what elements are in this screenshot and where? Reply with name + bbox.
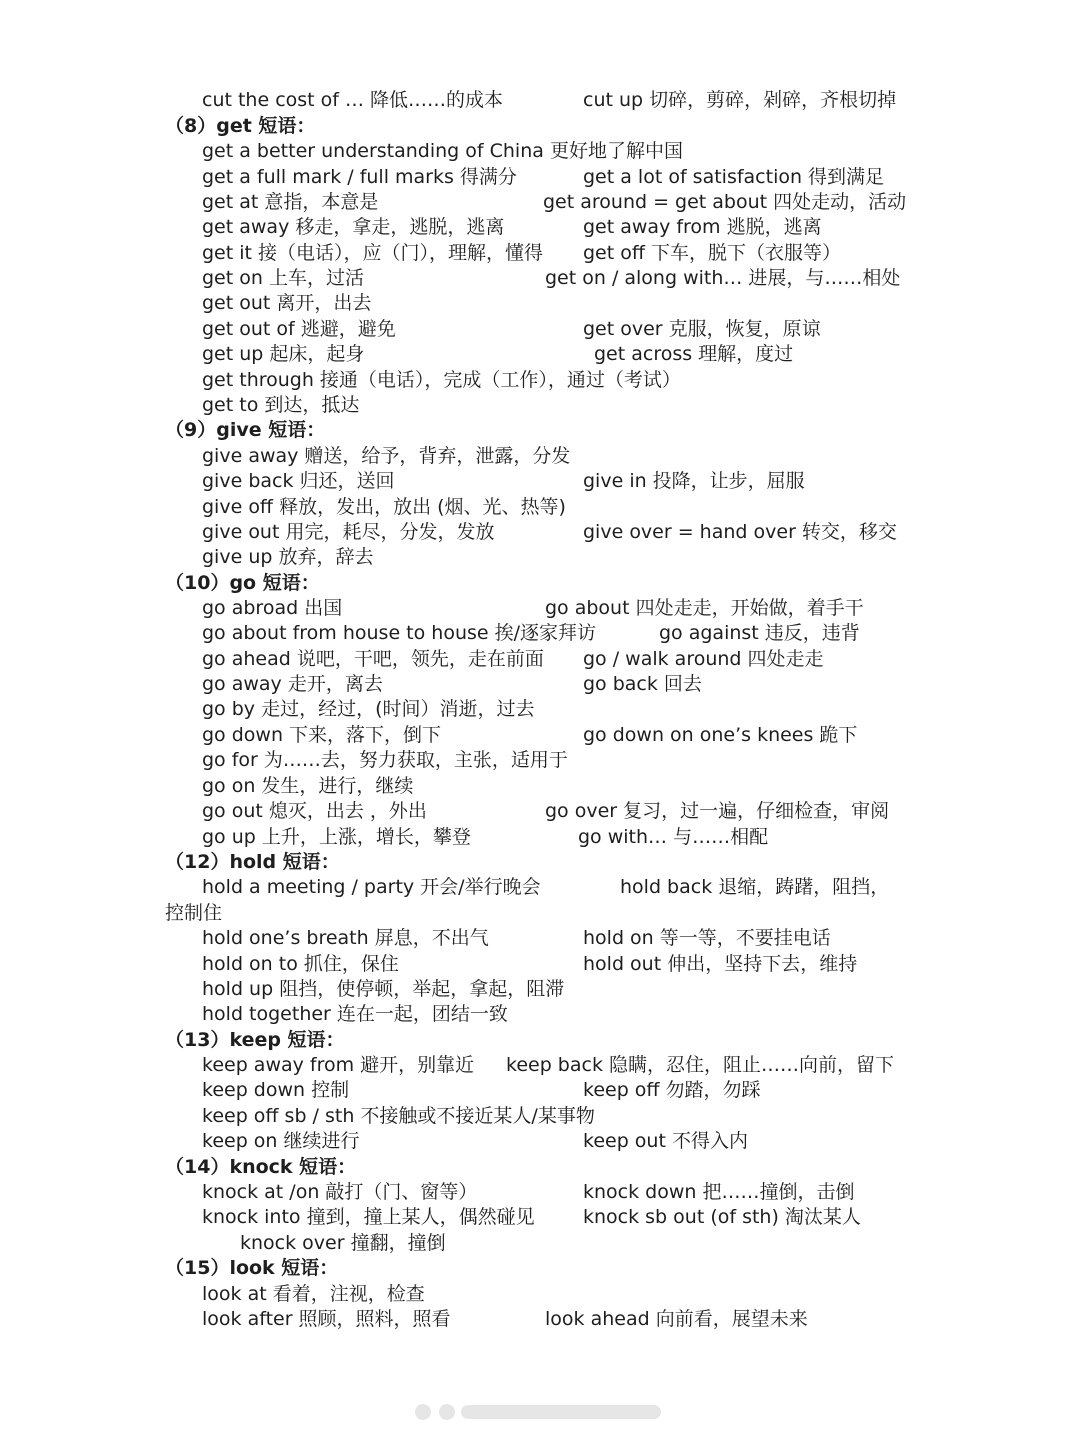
phrase-row [0,139,1080,164]
phrase-row [0,1078,1080,1103]
phrase-right: get across 理解，度过 [594,343,794,365]
phrase-left: get a full mark / full marks 得满分 [202,166,517,188]
phrase-right: go against 违反，违背 [659,622,860,644]
phrase-left: knock over 撞翻，撞倒 [240,1232,446,1254]
phrase-right: go about 四处走走，开始做，着手干 [545,597,864,619]
phrase-row [0,266,1080,291]
phrase-left: get out of 逃避，避免 [202,318,396,340]
phrase-left: go about from house to house 挨/逐家拜访 [202,622,597,644]
phrase-right: get on / along with… 进展，与……相处 [545,267,901,289]
section-heading-text: （10）go 短语： [165,572,320,594]
phrase-row [0,647,1080,672]
phrase-row [0,723,1080,748]
phrase-row [0,596,1080,621]
section-heading [0,1028,1080,1053]
section-heading [0,850,1080,875]
phrase-left: go down 下来，落下，倒下 [202,724,442,746]
phrase-row [0,774,1080,799]
phrase-row [0,799,1080,824]
phrase-left: give back 归还，送回 [202,470,395,492]
phrase-left: go ahead 说吧，干吧，领先，走在前面 [202,648,544,670]
section-heading [0,418,1080,443]
phrase-left: go on 发生，进行，继续 [202,775,414,797]
phrase-right: knock sb out (of sth) 淘汰某人 [583,1206,861,1228]
section-heading [0,1155,1080,1180]
phrase-row [0,1053,1080,1078]
section-heading [0,571,1080,596]
phrase-row [0,444,1080,469]
phrase-row [0,1129,1080,1154]
phrase-right: keep back 隐瞒，忍住，阻止……向前，留下 [506,1054,894,1076]
phrase-right: cut up 切碎，剪碎，剁碎，齐根切掉 [583,89,897,111]
phrase-left: hold a meeting / party 开会/举行晚会 [202,876,541,898]
phrase-left: get away 移走，拿走，逃脱，逃离 [202,216,505,238]
phrase-row [0,952,1080,977]
phrase-left: give off 释放，发出，放出 (烟、光、热等) [202,496,566,518]
phrase-row [0,495,1080,520]
phrase-left: get up 起床，起身 [202,343,365,365]
phrase-left: go away 走开，离去 [202,673,383,695]
phrase-row [0,393,1080,418]
section-heading-text: （12）hold 短语： [165,851,340,873]
phrase-left: give out 用完，耗尽，分发，发放 [202,521,495,543]
phrase-right: look ahead 向前看，展望未来 [545,1308,808,1330]
phrase-row [0,1282,1080,1307]
phrase-left: hold together 连在一起，团结一致 [202,1003,508,1025]
phrase-row [0,672,1080,697]
phrase-right: knock down 把……撞倒，击倒 [583,1181,855,1203]
phrase-row [0,368,1080,393]
phrase-left: get through 接通（电话），完成（工作），通过（考试） [202,369,681,391]
phrase-right: hold back 退缩，踌躇，阻挡， [620,876,890,898]
phrase-right: go down on one’s knees 跪下 [583,724,858,746]
phrase-left: hold one’s breath 屏息，不出气 [202,927,489,949]
phrase-row [0,165,1080,190]
section-heading [0,114,1080,139]
phrase-left: go out 熄灭，出去 ，外出 [202,800,427,822]
phrase-left: look after 照顾，照料，照看 [202,1308,451,1330]
phrase-row [0,215,1080,240]
section-heading-text: （8）get 短语： [165,115,316,137]
phrase-left: get out 离开，出去 [202,292,372,314]
phrase-row [0,1307,1080,1332]
watermark-blur [413,1402,673,1422]
phrase-left: 控制住 [165,902,223,924]
section-heading-text: （13）keep 短语： [165,1029,345,1051]
phrase-right: give in 投降，让步，屈服 [583,470,805,492]
phrase-row [0,1180,1080,1205]
phrase-right: give over = hand over 转交，移交 [583,521,897,543]
phrase-row [0,621,1080,646]
phrase-row [0,825,1080,850]
phrase-right: hold out 伸出，坚持下去，维持 [583,953,858,975]
section-heading-text: （15）look 短语： [165,1257,339,1279]
phrase-row [0,926,1080,951]
phrase-row [0,977,1080,1002]
phrase-right: get a lot of satisfaction 得到满足 [583,166,885,188]
section-heading-text: （14）knock 短语： [165,1156,357,1178]
phrase-right: keep out 不得入内 [583,1130,748,1152]
phrase-row [0,1002,1080,1027]
phrase-left: hold on to 抓住，保住 [202,953,399,975]
phrase-left: hold up 阻挡，使停顿，举起，拿起，阻滞 [202,978,565,1000]
phrase-row [0,1104,1080,1129]
phrase-right: go with… 与……相配 [578,826,769,848]
phrase-left: knock at /on 敲打（门、窗等） [202,1181,478,1203]
phrase-left: keep off sb / sth 不接触或不接近某人/某事物 [202,1105,595,1127]
phrase-left: cut the cost of … 降低……的成本 [202,89,504,111]
phrase-left: get to 到达，抵达 [202,394,360,416]
phrase-left: knock into 撞到，撞上某人，偶然碰见 [202,1206,535,1228]
phrase-right: get away from 逃脱，逃离 [583,216,822,238]
phrase-right: get over 克服，恢复，原谅 [583,318,821,340]
phrase-row [0,317,1080,342]
phrase-row [0,1205,1080,1230]
phrase-row [0,88,1080,113]
phrase-row [0,469,1080,494]
section-heading-text: （9）give 短语： [165,419,326,441]
phrase-left: keep down 控制 [202,1079,350,1101]
section-heading [0,1256,1080,1281]
phrase-right: hold on 等一等，不要挂电话 [583,927,831,949]
phrase-left: get at 意指，本意是 [202,191,379,213]
phrase-row [0,875,1080,900]
phrase-left: keep on 继续进行 [202,1130,360,1152]
phrase-row [0,190,1080,215]
phrase-right: get off 下车，脱下（衣服等） [583,242,841,264]
phrase-row [0,545,1080,570]
phrase-left: get it 接（电话），应（门），理解，懂得 [202,242,544,264]
phrase-left: give away 赠送，给予，背弃，泄露，分发 [202,445,571,467]
phrase-row [0,291,1080,316]
phrase-left: go for 为……去，努力获取，主张，适用于 [202,749,568,771]
phrase-row [0,1231,1080,1256]
phrase-right: go over 复习，过一遍，仔细检查，审阅 [545,800,890,822]
phrase-left: go by 走过，经过，(时间）消逝，过去 [202,698,535,720]
phrase-row [0,748,1080,773]
phrase-left: look at 看着，注视，检查 [202,1283,425,1305]
phrase-row [0,520,1080,545]
phrase-left: get on 上车，过活 [202,267,364,289]
phrase-left: keep away from 避开，别靠近 [202,1054,475,1076]
phrase-left: go abroad 出国 [202,597,343,619]
phrase-left: get a better understanding of China 更好地了解中国 [202,140,683,162]
phrase-row [0,342,1080,367]
phrase-row [0,697,1080,722]
phrase-right: go back 回去 [583,673,702,695]
phrase-row [0,901,1080,926]
phrase-right: keep off 勿踏，勿踩 [583,1079,761,1101]
phrase-right: get around = get about 四处走动，活动 [543,191,907,213]
phrase-right: go / walk around 四处走走 [583,648,824,670]
phrase-row [0,241,1080,266]
phrase-left: give up 放弃，辞去 [202,546,374,568]
phrase-left: go up 上升，上涨，增长，攀登 [202,826,471,848]
